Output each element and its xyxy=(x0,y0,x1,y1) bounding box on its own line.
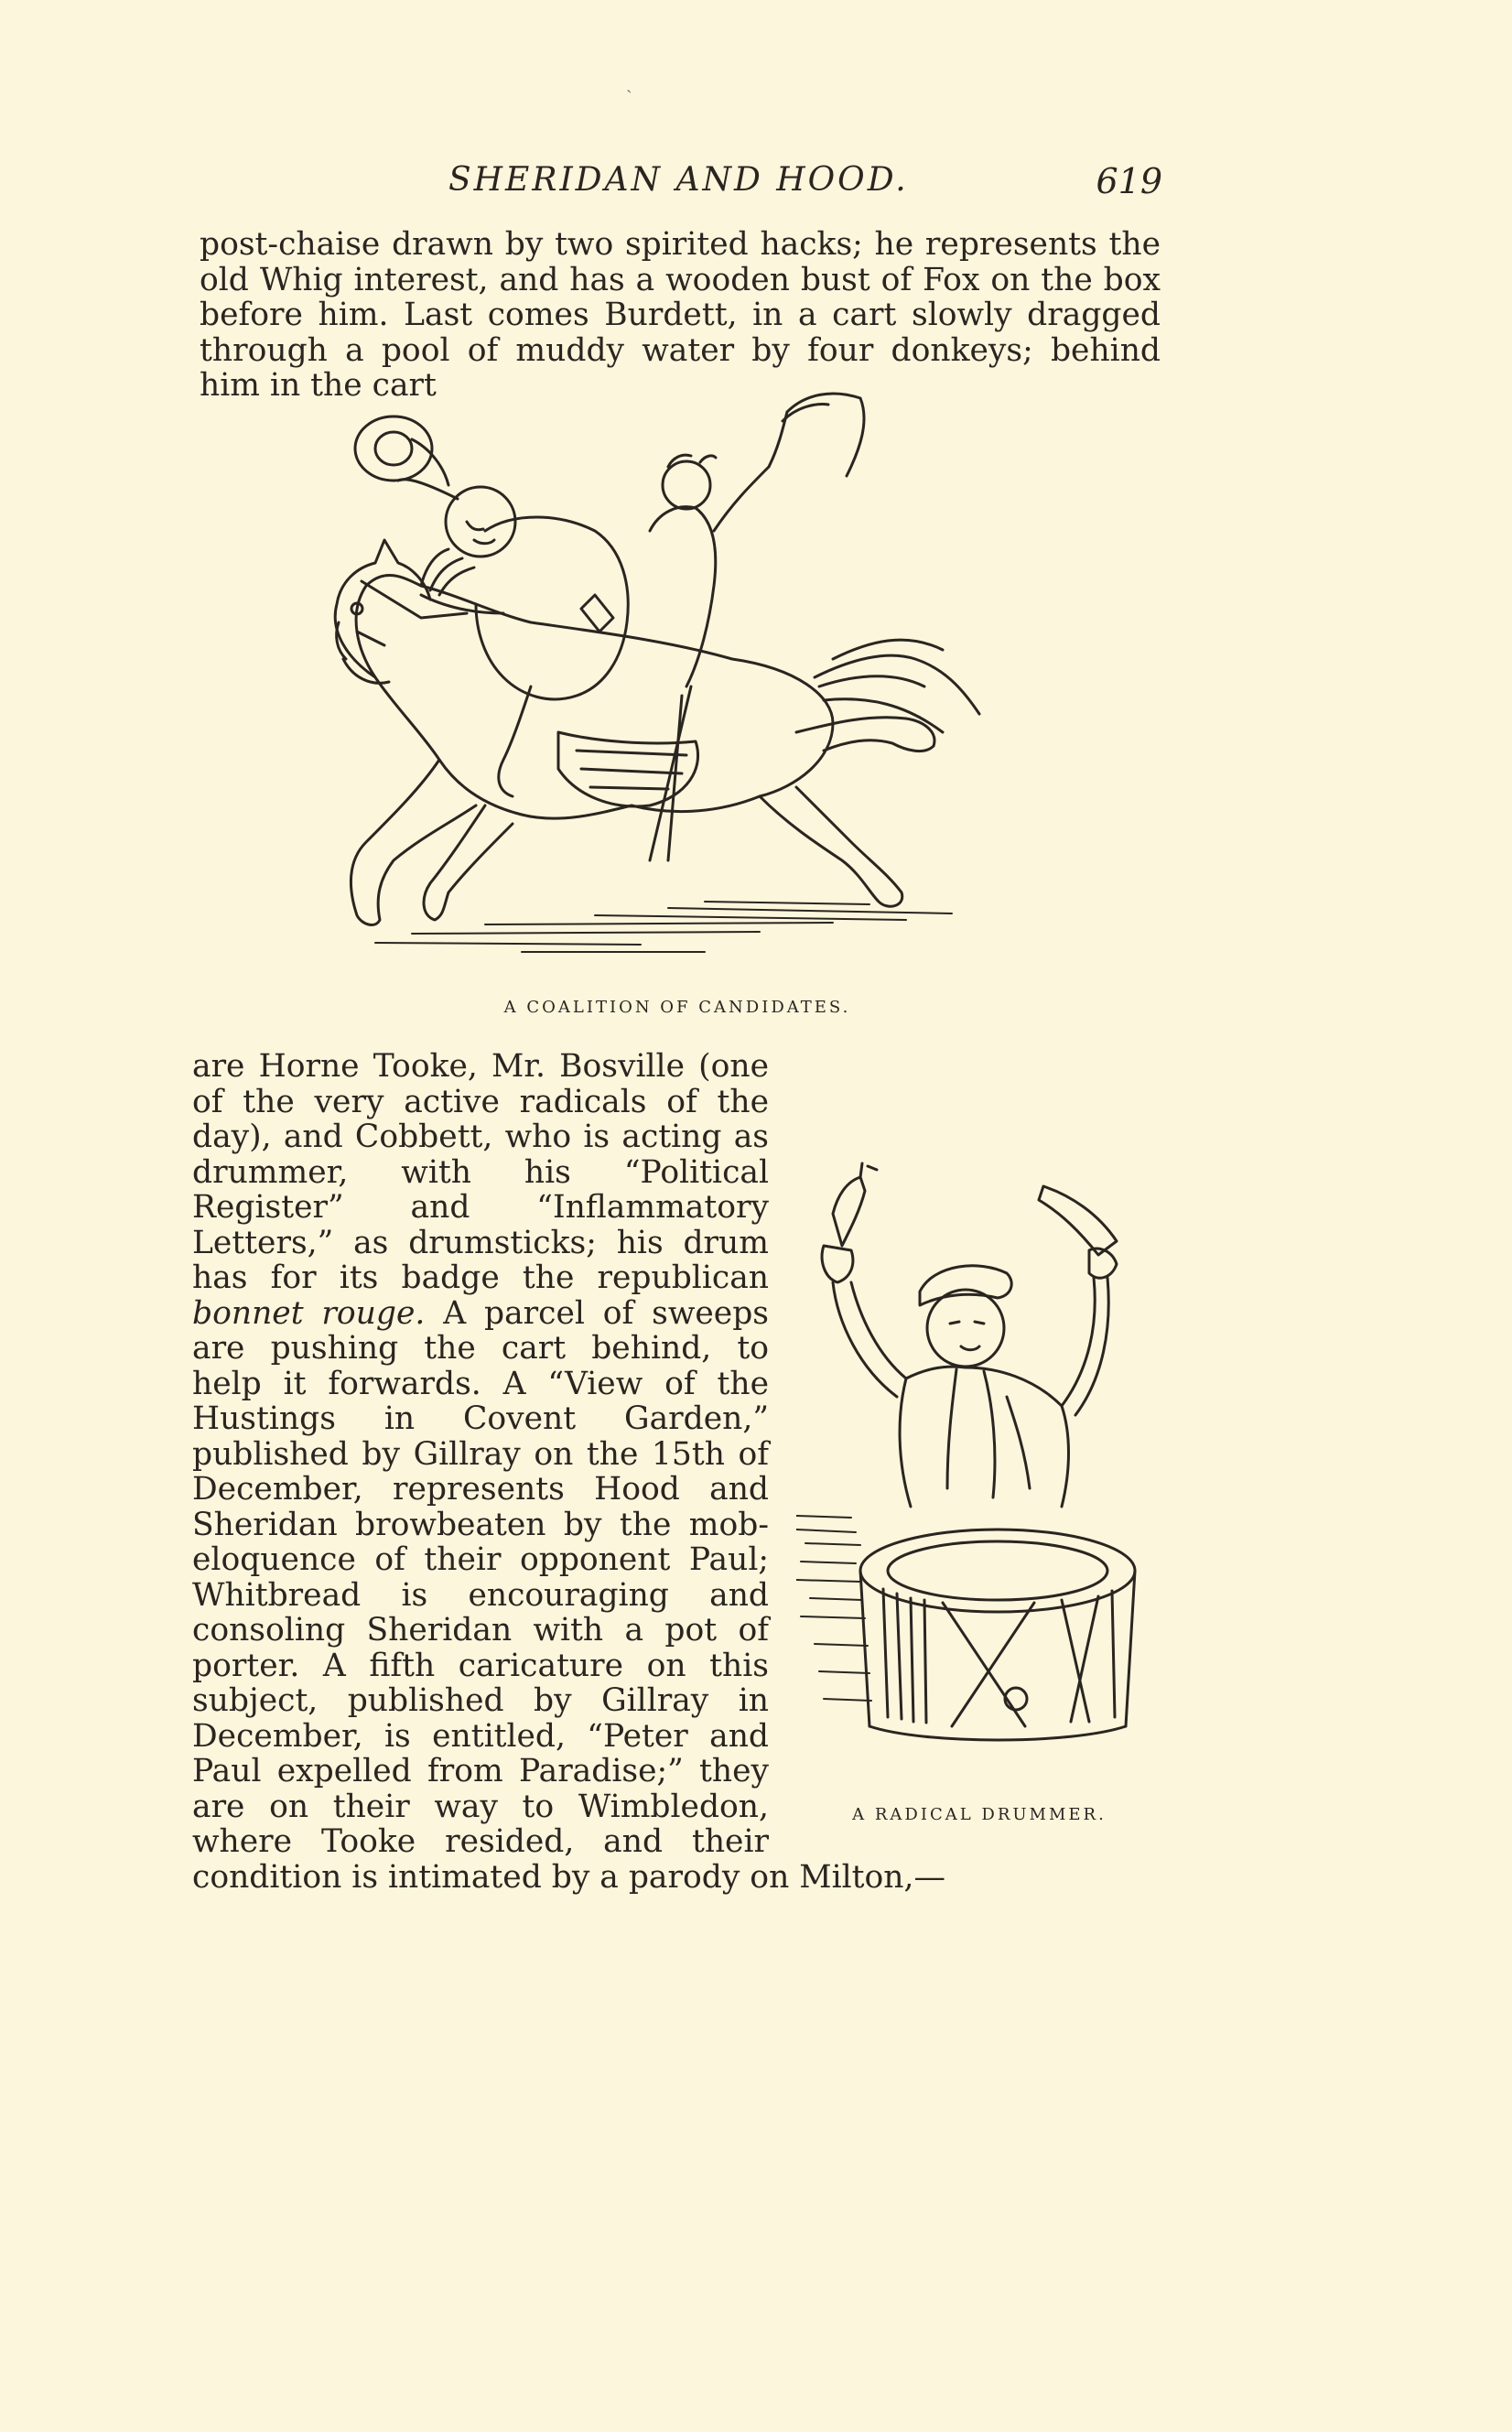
coalition-engraving xyxy=(320,384,1034,970)
drummer-head xyxy=(927,1290,1004,1367)
horse-body xyxy=(356,575,833,818)
motion-lines xyxy=(796,1516,871,1701)
raised-hat xyxy=(355,416,432,481)
illustration-coalition xyxy=(320,384,1034,979)
rider-thin-body xyxy=(650,507,716,686)
running-title: SHERIDAN AND HOOD. xyxy=(448,161,909,199)
horse-head xyxy=(335,540,430,677)
print-speck: ˏ xyxy=(626,71,632,93)
caption-drummer: A RADICAL DRUMMER. xyxy=(852,1805,1107,1824)
paragraph-1: post-chaise drawn by two spirited hacks; he represents the old Whig interest, and has a wooden bust of Fox on the box before him. Last comes Burdett, in a cart slowly dragged through a pool of muddy water by four donkeys; behind him in the cart xyxy=(200,226,1161,404)
illustration-drummer xyxy=(796,1159,1162,1843)
drummer-engraving xyxy=(796,1159,1162,1800)
whip xyxy=(783,394,864,476)
paragraph-2 xyxy=(192,1049,1162,1895)
drumstick-left xyxy=(833,1177,865,1246)
caption-coalition: A COALITION OF CANDIDATES. xyxy=(503,998,851,1017)
rider-thin-head xyxy=(663,461,710,509)
horse-back-leg xyxy=(760,787,902,906)
arm-right xyxy=(1062,1278,1095,1406)
bonnet-rouge-italic: bonnet rouge. xyxy=(192,1294,426,1332)
paragraph-2-text: are Horne Tooke, Mr. Bosville (one of the very active radicals of the day), and Cobbett, who is acting as drummer, with his “Political Register” and “Inflammatory Letters,” as drumsticks; his drum has for its badge the republican xyxy=(192,1048,769,1296)
horse-front-leg xyxy=(351,760,476,924)
arm-left xyxy=(833,1282,897,1397)
page-header xyxy=(201,161,1162,216)
paragraph-2-continued: A parcel of sweeps are pushing the cart behind, to help it forwards. A “View of the Hustings in Covent Garden,” published by Gillray on the 15th of December, represents Hood and Sheridan browbeaten by the mob-eloquence of their opponent Paul; Whitbread is encouraging and consoling Sheridan with a pot of porter. A fifth caricature on this subject, published by Gillray in December, is entitled, “Peter and Paul expelled from Paradise;” they are on their way to Wimbledon, where Tooke resided, and their condition is intimated by a parody on Milton,— xyxy=(192,1294,945,1896)
ground-hatching xyxy=(375,902,952,952)
hat xyxy=(920,1266,1011,1305)
page-number: 619 xyxy=(1096,161,1162,201)
drumstick-right xyxy=(1039,1186,1117,1255)
